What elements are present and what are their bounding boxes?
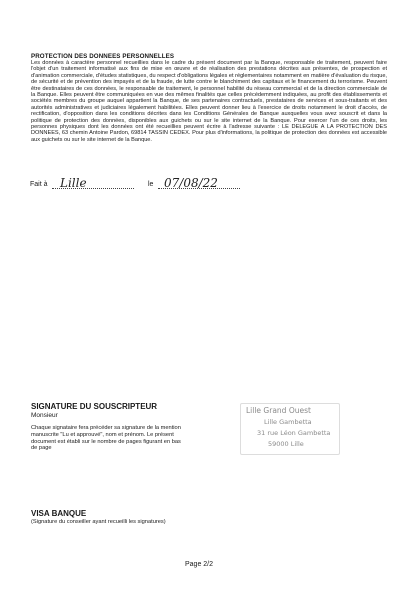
stamp-line-1: Lille Grand Ouest (246, 406, 311, 415)
handwritten-date: 07/08/22 (164, 176, 218, 190)
signature-instructions: Chaque signataire fera précéder sa signature de la mention manuscrite "Lu et approuvé", nom et prénom. Le présent document est établi sur le nombre de pages figurant en bas de page (31, 425, 181, 452)
data-protection-paragraph: Les données à caractère personnel recueillies dans le cadre du présent document par la Banque, responsable de traitement, peuvent faire l'objet d'un traitement informatisé aux fins de mise en œuvre et de réalisation des prestations décrites aux présentes, de prospection et d'animation commerciale, d'études statistiques, du respect d'obligations légales et réglementaires notamment en matière d'évaluation du risque, de sécurité et de prévention des impayés et de la fraude, de lutte contre le blanchiment des capitaux et le financement du terrorisme. Peuvent être destinataires de ces données, le responsable de traitement, le personnel habilité du réseau commercial et de la direction commerciale de la Banque. Elles peuvent être communiquées en vue des mêmes finalités que celles précédemment indiquées, au profit des établissements et sociétés membres du groupe auquel appartient la Banque, de ses partenaires contractuels, prestataires de services et sous-traitants et des autorités administratives et judiciaires légalement habilitées. Elles peuvent donner lieu à l'exercice de droits notamment le droit d'accès, de rectification, d'opposition dans les conditions décrites dans les Conditions Générales de Banque auxquelles vous avez souscrit et dans la politique de protection des données, disponibles aux guichets ou sur le site internet de la Banque. Pour exercer l'un de ces droits, les personnes physiques dont les données ont été recueillies peuvent écrire à l'adresse suivante : LE DELEGUE A LA PROTECTION DES DONNEES, 63 chemin Antoine Pardon, 69814 TASSIN CEDEX. Pour plus d'informations, la politique de protection des données est accessible aux guichets ou sur le site internet de la Banque. (31, 60, 387, 143)
signature-souscripteur-subtitle: Monsieur (31, 412, 58, 419)
stamp-line-2: Lille Gambetta (264, 418, 312, 426)
data-protection-title: PROTECTION DES DONNEES PERSONNELLES (31, 53, 175, 60)
fait-a-label: Fait à (30, 181, 48, 188)
visa-banque-subtitle: (Signature du conseiller ayant recueilli les signatures) (31, 519, 166, 525)
stamp-line-3: 31 rue Léon Gambetta (257, 429, 331, 437)
visa-banque-title: VISA BANQUE (31, 509, 87, 518)
signature-souscripteur-title: SIGNATURE DU SOUSCRIPTEUR (31, 402, 158, 411)
page-number: Page 2/2 (185, 561, 214, 568)
handwritten-place: Lille (60, 176, 87, 190)
le-label: le (148, 181, 154, 188)
stamp-line-4: 59000 Lille (268, 440, 304, 448)
bank-stamp (240, 403, 340, 455)
